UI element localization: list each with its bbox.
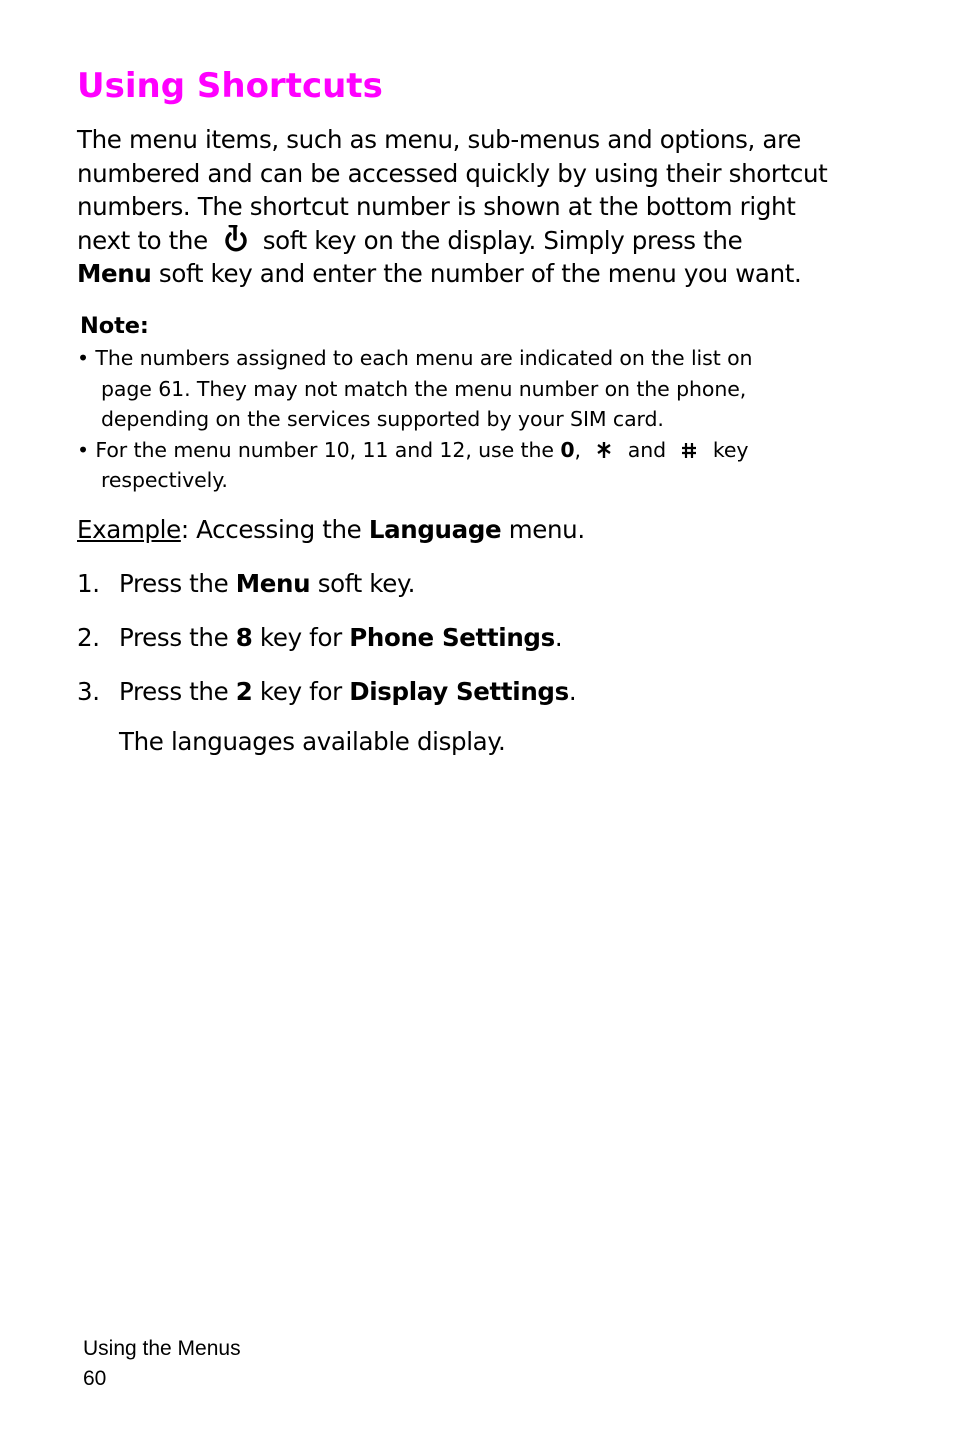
step-text-part: Press the [119,569,236,598]
page-footer [83,1334,241,1394]
step-text [119,566,415,602]
step-text-part: Press the [119,677,236,706]
step-text-part: soft key. [310,569,416,598]
step-text [119,674,576,710]
step-keyword: 8 [235,623,253,652]
note-bullet-line: page 61. They may not match the menu number on the phone, [101,376,747,401]
star-key-icon [587,439,621,461]
note-bullet-line: respectively. [101,468,228,492]
note-text: key [712,437,749,462]
step-number: 3. [77,677,100,706]
step-number: 2. [77,623,100,652]
note-bullet-line [77,435,877,466]
note-text: and [627,437,667,462]
list-item [77,566,877,620]
step-text-part: . [554,623,563,652]
step-text [119,620,562,656]
soft-key-icon [215,225,255,255]
intro-line: numbered and can be accessed quickly by using their shortcut [77,158,828,188]
note-title: Note: [80,313,149,339]
step-text-part: key for [252,677,350,706]
step-text-part: . [568,677,577,706]
intro-text: next to the [77,225,208,255]
note-bullet-line: • The numbers assigned to each menu are indicated on the list on [77,346,753,370]
example-line [77,512,585,548]
note-text: • For the menu number 10, 11 and 12, use the [77,437,561,462]
list-item [77,620,877,674]
note-block [77,309,877,496]
intro-line [77,257,877,291]
menu-keyword: Menu [77,259,152,289]
step-number: 1. [77,569,100,598]
list-item [77,674,877,728]
intro-line: numbers. The shortcut number is shown at the bottom right [77,192,796,222]
step-result: The languages available display. [119,727,506,756]
step-keyword: 2 [235,677,253,706]
example-text: : Accessing the [180,515,369,544]
intro-text: soft key on the display. Simply press the [262,225,743,255]
note-bullet-line: depending on the services supported by your SIM card. [101,407,664,431]
example-label: Example [77,515,181,544]
intro-paragraph [77,123,877,291]
step-keyword: Menu [235,569,311,598]
footer-section-title: Using the Menus [83,1337,241,1360]
steps-list [77,566,877,756]
example-text: menu. [501,515,585,544]
page-title: Using Shortcuts [77,66,383,106]
hash-key-icon [672,439,706,461]
intro-text: soft key and enter the number of the menu you want. [151,259,802,289]
zero-key-label: 0 [560,437,575,462]
intro-line [77,224,877,258]
step-text-part: Press the [119,623,236,652]
step-keyword: Display Settings [349,677,569,706]
note-text: , [574,437,581,462]
step-keyword: Phone Settings [349,623,555,652]
language-keyword: Language [368,515,502,544]
page-number: 60 [83,1367,107,1390]
intro-line: The menu items, such as menu, sub-menus and options, are [77,125,801,154]
step-text-part: key for [252,623,350,652]
